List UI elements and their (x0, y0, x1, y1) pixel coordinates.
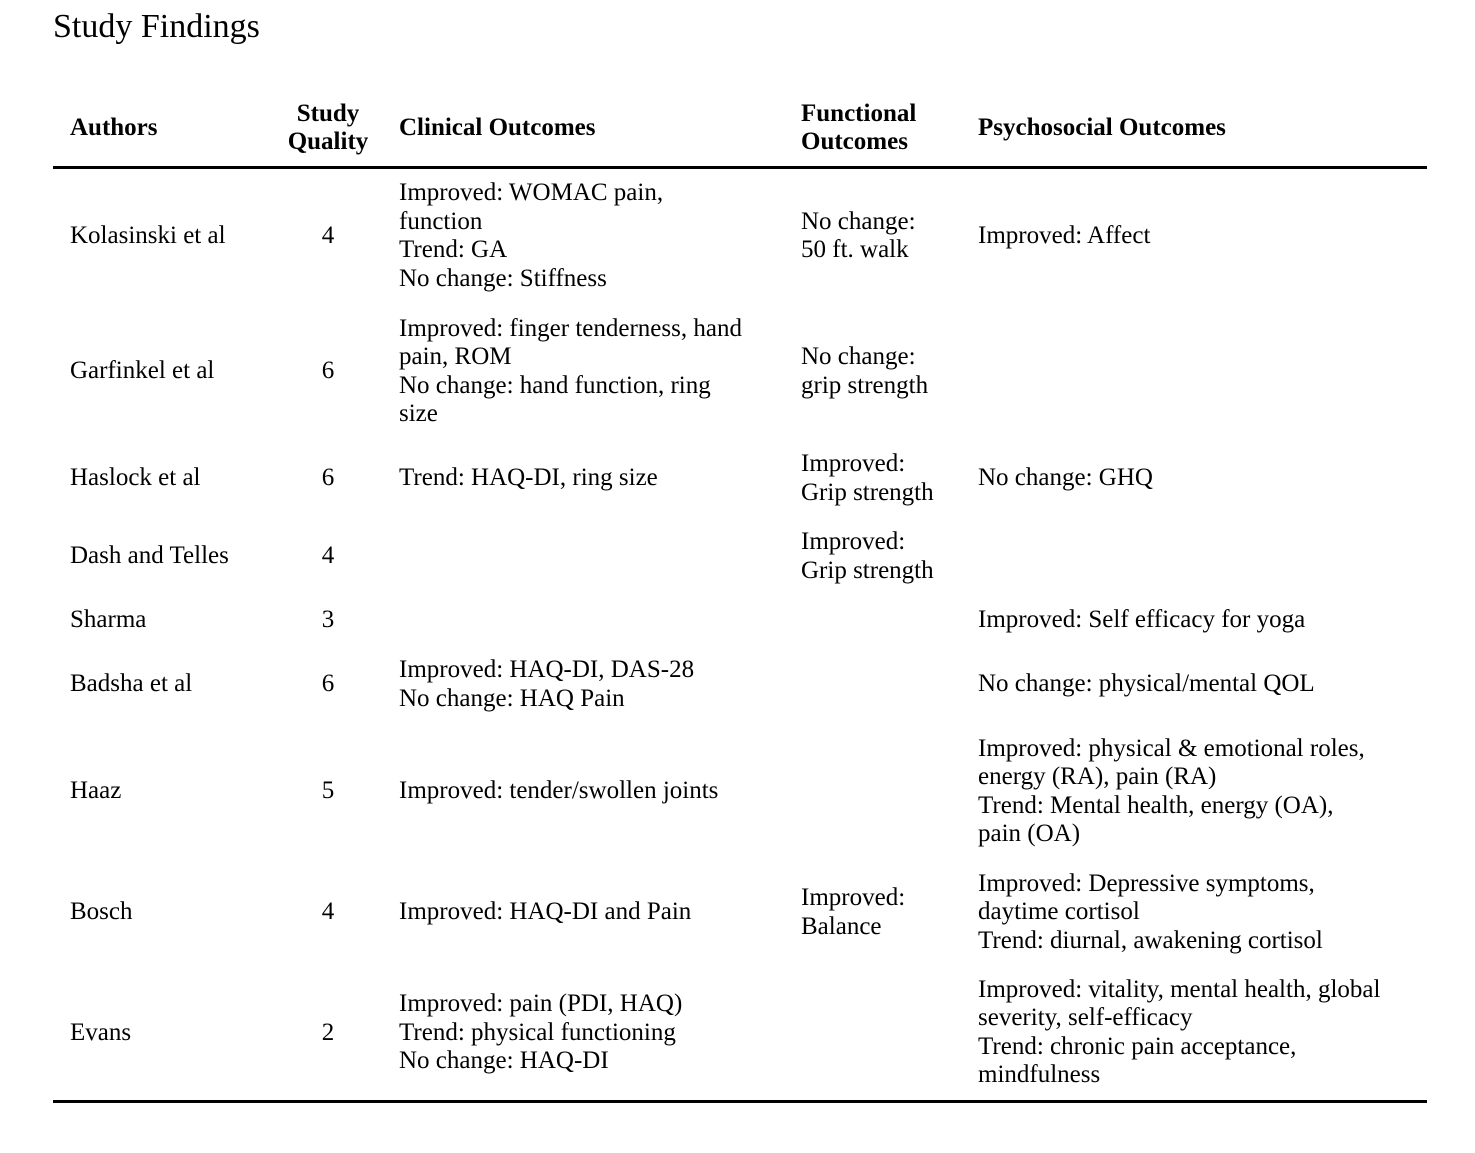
author-cell: Badsha et al (70, 670, 193, 698)
clinical-outcomes-cell (393, 304, 801, 440)
header-study-quality-line: Quality (287, 128, 369, 155)
header-authors: Authors (53, 90, 263, 168)
outcome-line: 50 ft. walk (801, 236, 909, 264)
psychosocial-outcomes-cell (978, 518, 1427, 596)
outcome-line: daytime cortisol (978, 898, 1140, 926)
outcome-line: No change: (801, 207, 916, 235)
clinical-outcomes-cell (393, 518, 801, 596)
outcome-line: Improved: HAQ-DI and Pain (399, 898, 692, 926)
outcome-line: Improved: (801, 450, 906, 477)
study-quality-cell: 6 (321, 357, 335, 385)
outcome-line: Trend: GA (399, 236, 508, 264)
psychosocial-outcomes-cell (978, 966, 1427, 1102)
clinical-outcomes-cell (393, 724, 801, 860)
author-cell: Kolasinski et al (70, 222, 226, 249)
outcome-line: energy (RA), pain (RA) (978, 763, 1217, 790)
functional-outcomes-cell (801, 966, 978, 1102)
study-quality-cell: 4 (321, 222, 335, 249)
table-row (53, 168, 1427, 304)
outcome-line: Improved: WOMAC pain, (399, 179, 664, 207)
header-functional-line: Outcomes (801, 128, 908, 155)
clinical-outcomes-cell (393, 646, 801, 724)
outcome-line: Improved: HAQ-DI, DAS-28 (399, 656, 695, 683)
outcome-line: Balance (801, 912, 882, 940)
outcome-line: Improved: tender/swollen joints (399, 777, 719, 805)
outcome-line: Trend: Mental health, energy (OA), (978, 791, 1334, 819)
table-row (53, 646, 1427, 724)
outcome-line: No change: HAQ Pain (399, 684, 625, 712)
author-cell: Haslock et al (70, 464, 201, 492)
psychosocial-outcomes-cell (978, 304, 1427, 440)
functional-outcomes-cell (801, 646, 978, 724)
header-psychosocial-outcomes: Psychosocial Outcomes (978, 90, 1427, 168)
outcome-line: No change: Stiffness (399, 264, 607, 292)
author-cell: Garfinkel et al (70, 357, 215, 385)
header-functional-outcomes (801, 90, 978, 168)
outcome-line: Trend: physical functioning (399, 1018, 676, 1046)
author-cell: Sharma (70, 606, 147, 634)
study-quality-cell: 4 (321, 898, 335, 926)
psychosocial-outcomes-cell (978, 646, 1427, 724)
outcome-line: Grip strength (801, 478, 934, 506)
psychosocial-outcomes-cell (978, 440, 1427, 518)
table-row (53, 860, 1427, 966)
functional-outcomes-cell (801, 440, 978, 518)
study-quality-cell: 2 (263, 966, 393, 1102)
header-row (53, 90, 1427, 168)
clinical-outcomes-cell (393, 440, 801, 518)
outcome-line: pain (OA) (978, 820, 1081, 847)
outcome-line: Improved: pain (PDI, HAQ) (399, 990, 683, 1017)
outcome-line: pain, ROM (399, 343, 512, 370)
study-quality-cell: 3 (321, 606, 335, 634)
outcome-line: function (399, 207, 483, 235)
clinical-outcomes-cell (393, 966, 801, 1102)
outcome-line: Improved: finger tenderness, hand (399, 314, 742, 342)
outcome-line: Improved: physical & emotional roles, (978, 734, 1365, 762)
outcome-line: grip strength (801, 371, 929, 399)
functional-outcomes-cell (801, 304, 978, 440)
header-study-quality-line: Study (296, 100, 360, 127)
psychosocial-outcomes-cell (978, 168, 1427, 304)
table-row (53, 304, 1427, 440)
psychosocial-outcomes-cell (978, 724, 1427, 860)
clinical-outcomes-cell (393, 860, 801, 966)
header-functional-line: Functional (801, 100, 917, 127)
study-quality-cell: 6 (321, 670, 335, 698)
outcome-line: Improved: vitality, mental health, global (978, 975, 1381, 1003)
clinical-outcomes-cell (393, 168, 801, 304)
outcome-line: Improved: Depressive symptoms, (978, 869, 1315, 897)
author-cell: Evans (53, 966, 263, 1102)
header-clinical-outcomes: Clinical Outcomes (393, 90, 801, 168)
psychosocial-outcomes-cell (978, 596, 1427, 646)
study-quality-cell: 5 (321, 777, 335, 805)
outcome-line: Grip strength (801, 556, 934, 584)
clinical-outcomes-cell (393, 596, 801, 646)
outcome-line: mindfulness (978, 1061, 1101, 1089)
outcome-line: No change: physical/mental QOL (978, 670, 1315, 698)
page-title: Study Findings (53, 8, 260, 45)
table-row (53, 966, 1427, 1102)
outcome-line: Trend: HAQ-DI, ring size (399, 464, 658, 492)
outcome-line: Trend: chronic pain acceptance, (978, 1032, 1297, 1060)
header-study-quality (263, 90, 393, 168)
outcome-line: No change: (801, 343, 916, 370)
author-cell: Dash and Telles (70, 542, 229, 570)
psychosocial-outcomes-cell (978, 860, 1427, 966)
author-cell: Bosch (70, 898, 133, 926)
outcome-line: severity, self-efficacy (978, 1004, 1193, 1032)
study-quality-cell: 4 (321, 542, 335, 570)
outcome-line: Improved: (801, 884, 906, 911)
functional-outcomes-cell (801, 724, 978, 860)
functional-outcomes-cell (801, 596, 978, 646)
functional-outcomes-cell (801, 168, 978, 304)
table-row (53, 518, 1427, 596)
outcome-line: No change: hand function, ring (399, 371, 711, 399)
study-quality-cell: 6 (321, 464, 335, 492)
table-row (53, 440, 1427, 518)
study-findings-table (53, 90, 1427, 1103)
author-cell: Haaz (70, 777, 122, 805)
outcome-line: Improved: Self efficacy for yoga (978, 606, 1306, 634)
outcome-line: No change: GHQ (978, 464, 1153, 492)
outcome-line: size (399, 400, 438, 427)
table-row (53, 596, 1427, 646)
outcome-line: No change: HAQ-DI (399, 1047, 609, 1074)
outcome-line: Trend: diurnal, awakening cortisol (978, 926, 1323, 954)
functional-outcomes-cell (801, 860, 978, 966)
outcome-line: Improved: (801, 528, 906, 555)
outcome-line: Improved: Affect (978, 222, 1151, 249)
functional-outcomes-cell (801, 518, 978, 596)
table-row (53, 724, 1427, 860)
